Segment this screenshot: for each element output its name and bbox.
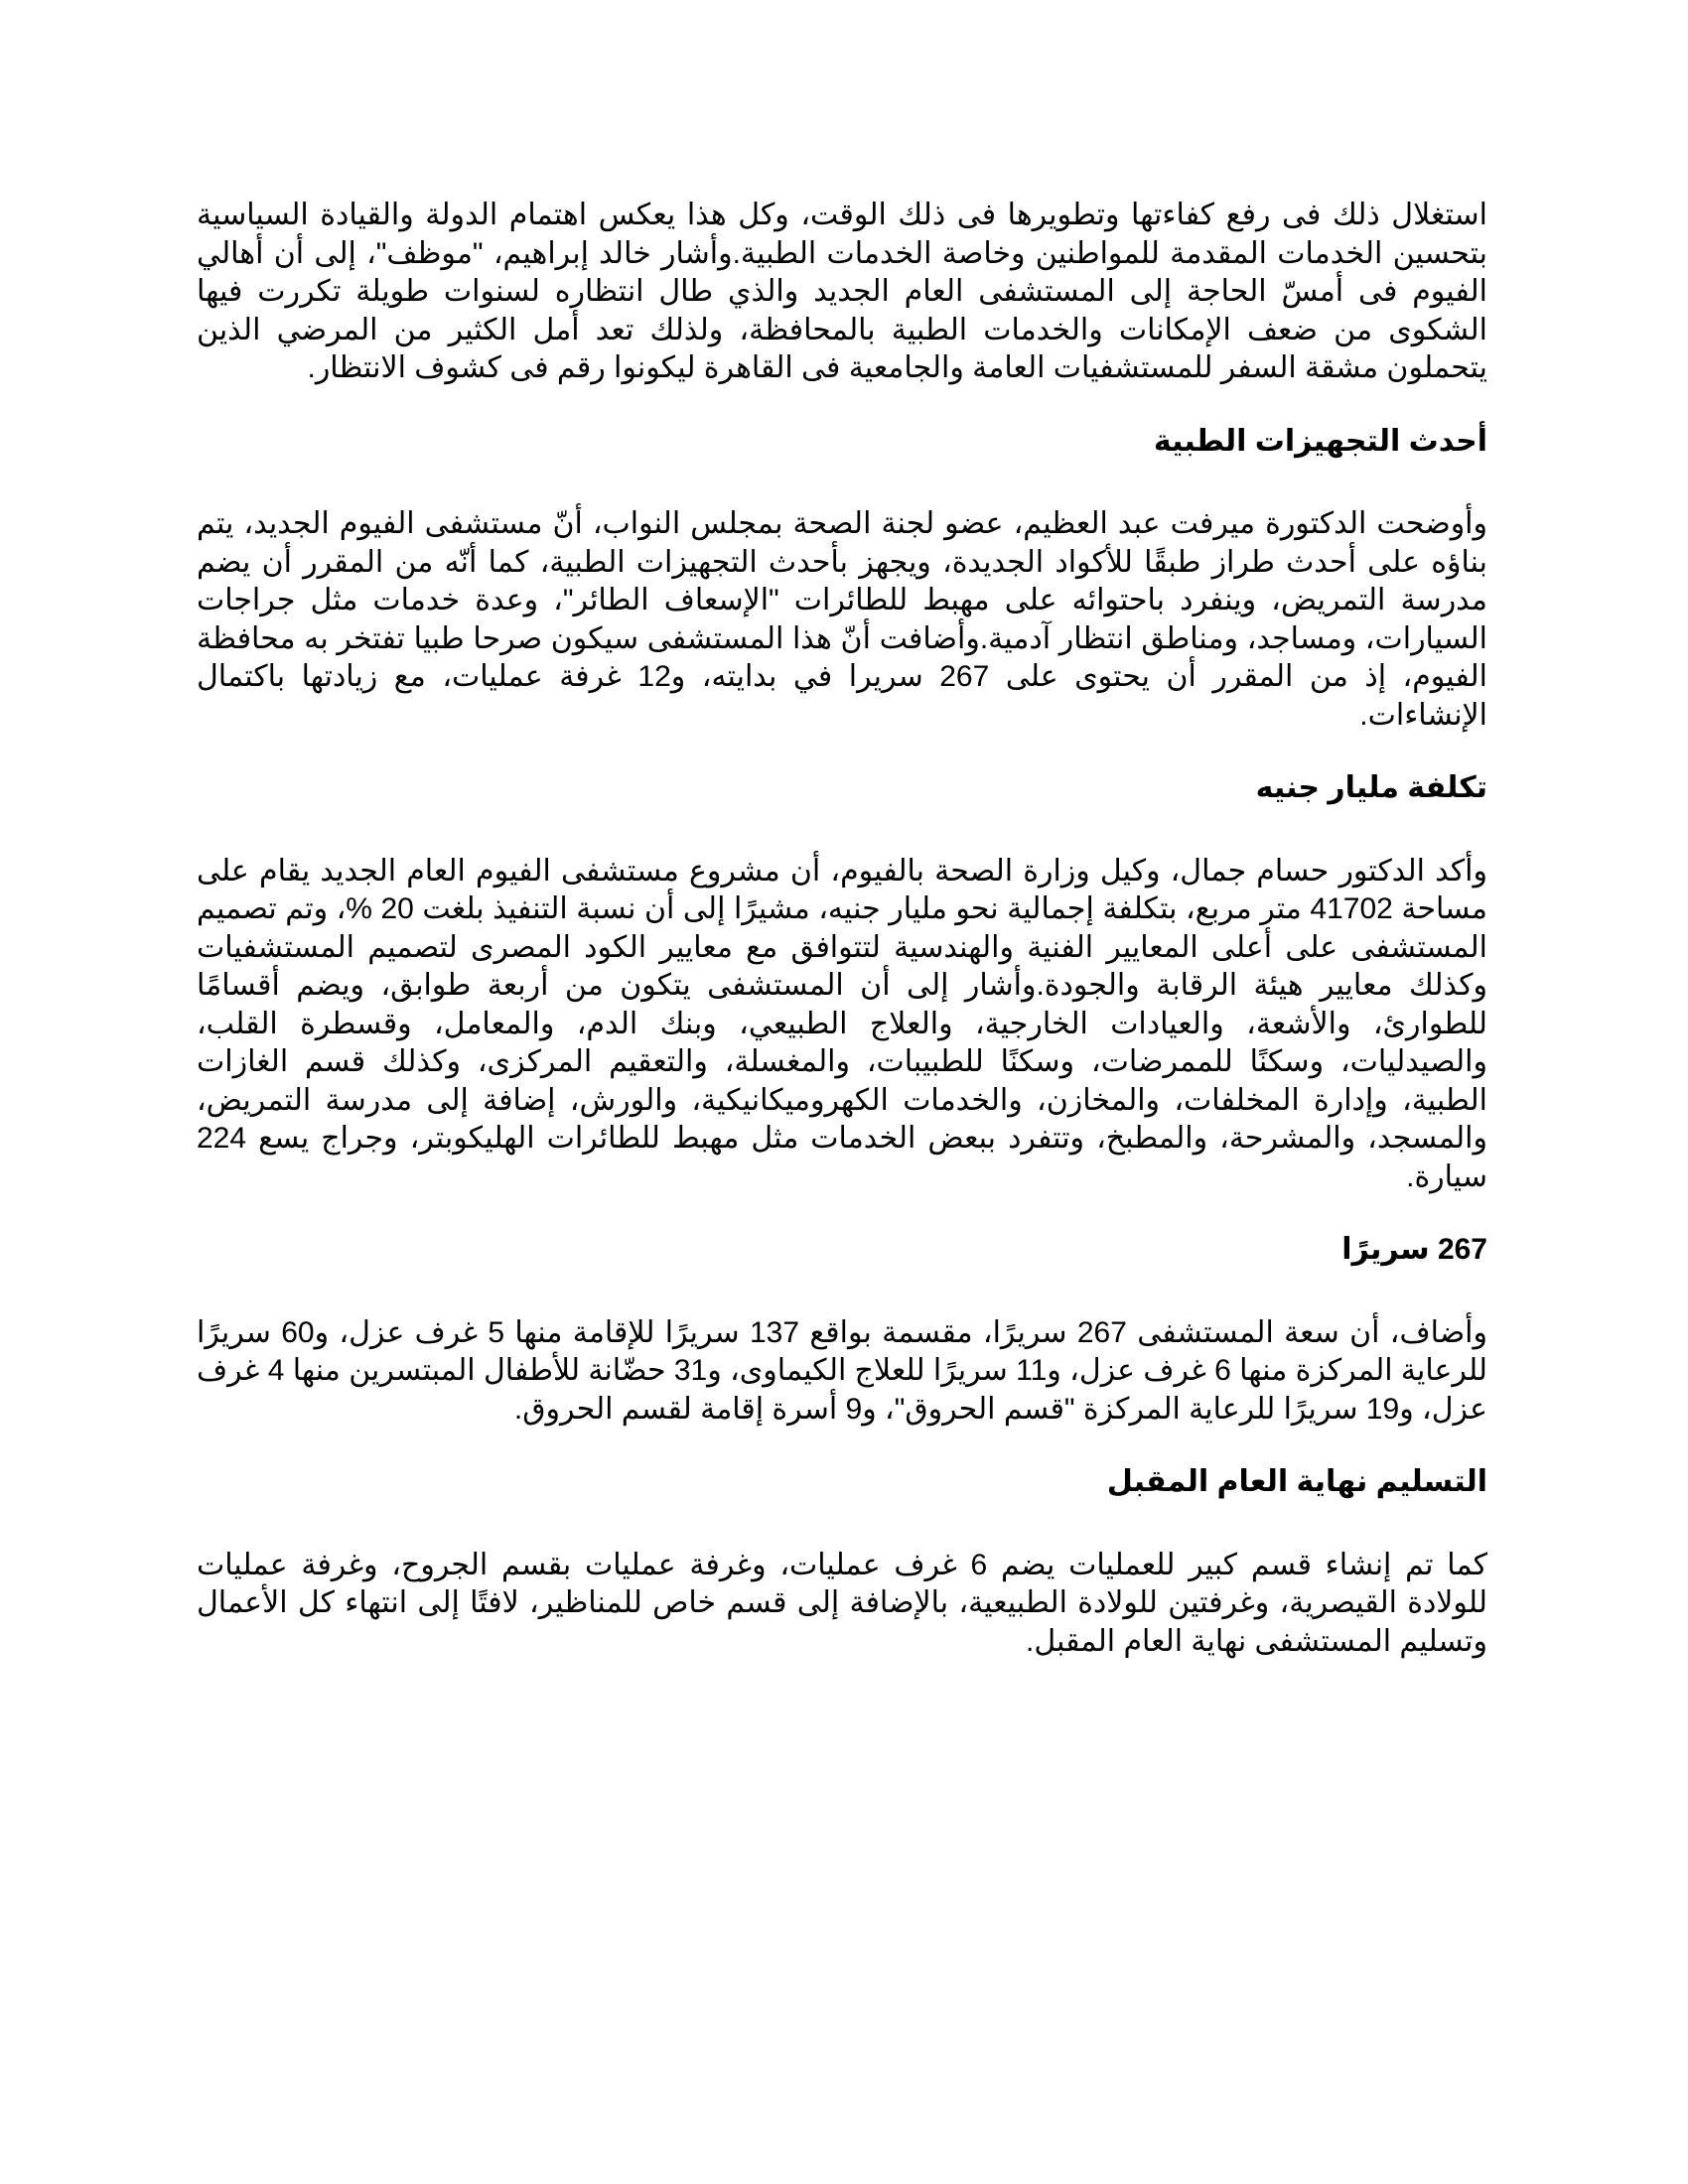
paragraph-spacer [197,1196,1487,1231]
article-paragraph-1: استغلال ذلك فى رفع كفاءتها وتطويرها فى ذلك الوقت، وكل هذا يعكس اهتمام الدولة والقيادة السياسية بتحسين الخدمات المقدمة للمواطنين وخاصة الخدمات الطبية.وأشار خالد إبراهيم، "موظف"، إلى أن أهالي الفيوم فى أمسّ الحاجة إلى المستشفى العام الجديد والذي طال انتظاره لسنوات طويلة تكررت فيها الشكوى من ضعف الإمكانات والخدمات الطبية بالمحافظة، ولذلك تعد أمل الكثير من المرضي الذين يتحملون مشقة السفر للمستشفيات العامة والجامعية فى القاهرة ليكونوا رقم فى كشوف الانتظار. [197,199,1487,384]
section-heading-beds: 267 سريرًا [1341,1233,1487,1266]
section-heading-cost: تكلفة مليار جنيه [1255,771,1487,804]
paragraph-spacer [197,735,1487,769]
article-paragraph-2: وأوضحت الدكتورة ميرفت عبد العظيم، عضو لجنة الصحة بمجلس النواب، أنّ مستشفى الفيوم الجديد، يتم بناؤه على أحدث طراز طبقًا للأكواد الجديدة، ويجهز بأحدث التجهيزات الطبية، كما أنّه من المقرر أن يضم مدرسة التمريض، وينفرد باحتوائه على مهبط للطائرات "الإسعاف الطائر"، وعدة خدمات مثل جراجات السيارات، ومساجد، ومناطق انتظار آدمية.وأضافت أنّ هذا المستشفى سيكون صرحا طبيا تفتخر به محافظة الفيوم، إذ من المقرر أن يحتوى على 267 سريرا في بدايته، و12 غرفة عمليات، مع زيادتها باكتمال الإنشاءات. [197,507,1488,732]
heading-spacer [197,461,1487,505]
article-paragraph-4: وأضاف، أن سعة المستشفى 267 سريرًا، مقسمة بواقع 137 سريرًا للإقامة منها 5 غرف عزل، و60 سريرًا للرعاية المركزة منها 6 غرف عزل، و11 سريرًا للعلاج الكيماوى، و31 حضّانة للأطفال المبتسرين منها 4 غرف عزل، و19 سريرًا للرعاية المركزة "قسم الحروق"، و9 أسرة إقامة لقسم الحروق. [197,1315,1488,1426]
heading-spacer [197,808,1487,853]
article-paragraph-5: كما تم إنشاء قسم كبير للعمليات يضم 6 غرف عمليات، وغرفة عمليات بقسم الجروح، وغرفة عمليات للولادة القيصرية، وغرفتين للولادة الطبيعية، بالإضافة إلى قسم خاص للمناظير، لافتًا إلى انتهاء كل الأعمال وتسليم المستشفى نهاية العام المقبل. [197,1548,1487,1658]
paragraph-spacer [197,1429,1487,1463]
section-heading-handover: التسليم نهاية العام المقبل [1106,1465,1487,1498]
heading-spacer [197,1270,1487,1314]
paragraph-spacer [197,388,1487,423]
heading-spacer [197,1502,1487,1547]
article-paragraph-3: وأكد الدكتور حسام جمال، وكيل وزارة الصحة بالفيوم، أن مشروع مستشفى الفيوم العام الجديد يقام على مساحة 41702 متر مربع، بتكلفة إجمالية نحو مليار جنيه، مشيرًا إلى أن نسبة التنفيذ بلغت 20 %، وتم تصميم المستشفى على أعلى المعايير الفنية والهندسية لتتوافق مع معايير الكود المصرى لتصميم المستشفيات وكذلك معايير هيئة الرقابة والجودة.وأشار إلى أن المستشفى يتكون من أربعة طوابق، ويضم أقسامًا للطوارئ، والأشعة، والعيادات الخارجية، والعلاج الطبيعي، وبنك الدم، والمعامل، وقسطرة القلب، والصيدليات، وسكنًا للممرضات، وسكنًا للطبيبات، والمغسلة، والتعقيم المركزى، وكذلك قسم الغازات الطبية، وإدارة المخلفات، والمخازن، والخدمات الكهروميكانيكية، والورش، إضافة إلى مدرسة التمريض، والمسجد، والمشرحة، والمطبخ، وتتفرد ببعض الخدمات مثل مهبط للطائرات الهليكوبتر، وجراج يسع 224 سيارة. [197,854,1487,1193]
article-body [197,197,1487,1661]
section-heading-latest-equipment: أحدث التجهيزات الطبية [1153,424,1487,458]
